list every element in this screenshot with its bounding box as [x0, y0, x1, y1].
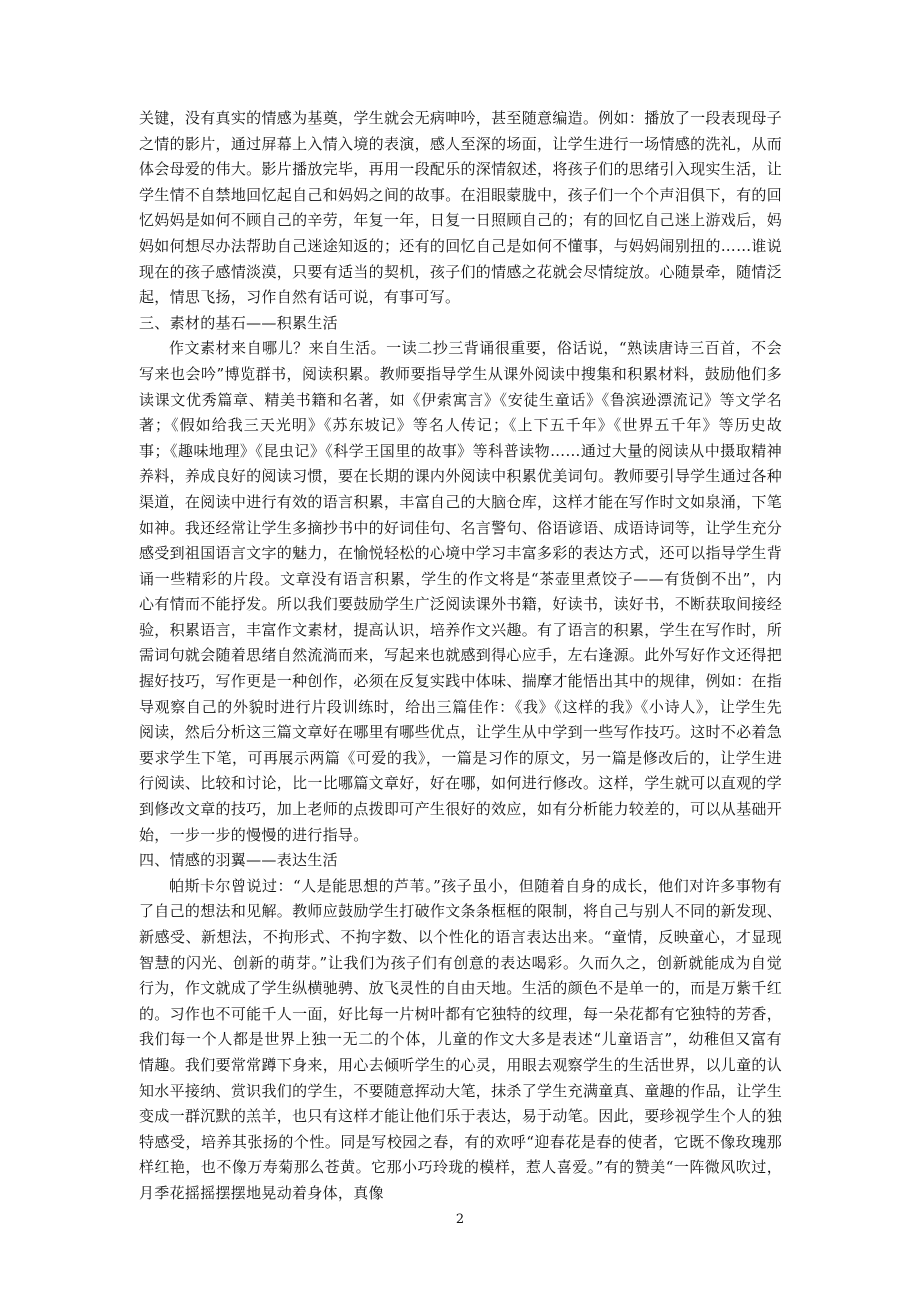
- page-number: 2: [455, 1212, 465, 1227]
- section-heading-3: 三、素材的基石——积累生活: [139, 313, 338, 332]
- paragraph-expression: 帕斯卡尔曾说过：“人是能思想的芦苇。”孩子虽小，但随着自身的成长，他们对许多事物有了自己的想法和见解。教师应鼓励学生打破作文条条框框的限制，将自己与别人不同的新发现、新感受、新想法，不拘形式、不拘字数、以个性化的语言表达出来。“童情，反映童心，才显现智慧的闪光、创新的萌芽。”让我们为孩子们有创意的表达喝彩。久而久之，创新就能成为自觉行为，作文就成了学生纵横驰骋、放飞灵性的自由天地。生活的颜色不是单一的，而是万紫千红的。习作也不可能千人一面，好比每一片树叶都有它独特的纹理，每一朵花都有它独特的芳香，我们每一个人都是世界上独一无二的个体，儿童的作文大多是表述“儿童语言”，幼稚但又富有情趣。我们要常常蹲下身来，用心去倾听学生的心灵，用眼去观察学生的生活世界，以儿童的认知水平接纳、赏识我们的学生，不要随意挥动大笔，抹杀了学生充满童真、童趣的作品，让学生变成一群沉默的羔羊，也只有这样才能让他们乐于表达，易于动笔。因此，要珍视学生个人的独特感受，培养其张扬的个性。同是写校园之春，有的欢呼“迎春花是春的使者，它既不像玫瑰那样红艳，也不像万寿菊那么苍黄。它那小巧玲珑的模样，惹人喜爱。”有的赞美“一阵微风吹过，月季花摇摇摆摆地晃动着身体，真像: [139, 876, 782, 1202]
- document-body: [139, 106, 782, 1207]
- paragraph-emotion-video: 关键，没有真实的情感为基奠，学生就会无病呻吟，甚至随意编造。例如：播放了一段表现母子之情的影片，通过屏幕上入情入境的表演，感人至深的场面，让学生进行一场情感的洗礼，从而体会母爱的伟大。影片播放完毕，再用一段配乐的深情叙述，将孩子们的思绪引入现实生活，让学生情不自禁地回忆起自己和妈妈之间的故事。在泪眼蒙胧中，孩子们一个个声泪俱下，有的回忆妈妈是如何不顾自己的辛劳，年复一年，日复一日照顾自己的；有的回忆自己迷上游戏后，妈妈如何想尽办法帮助自己迷途知返的；还有的回忆自己是如何不懂事，与妈妈闹别扭的……谁说现在的孩子感情淡漠，只要有适当的契机，孩子们的情感之花就会尽情绽放。心随景牵，随情泛起，情思飞扬，习作自然有话可说，有事可写。: [139, 109, 782, 307]
- section-heading-4: 四、情感的羽翼——表达生活: [139, 851, 338, 870]
- paragraph-material-accumulation: 作文素材来自哪儿？来自生活。一读二抄三背诵很重要，俗话说，“熟读唐诗三百首，不会写来也会吟”博览群书，阅读积累。教师要指导学生从课外阅读中搜集和积累材料，鼓励他们多读课文优秀篇章、精美书籍和名著，如《伊索寓言》《安徒生童话》《鲁滨逊漂流记》等文学名著；《假如给我三天光明》《苏东坡记》等名人传记；《上下五千年》《世界五千年》等历史故事；《趣味地理》《昆虫记》《科学王国里的故事》等科普读物……通过大量的阅读从中摄取精神养料，养成良好的阅读习惯，要在长期的课内外阅读中积累优美词句。教师要引导学生通过各种渠道，在阅读中进行有效的语言积累，丰富自己的大脑仓库，这样才能在写作时文如泉涌，下笔如神。我还经常让学生多摘抄书中的好词佳句、名言警句、俗语谚语、成语诗词等，让学生充分感受到祖国语言文字的魅力，在愉悦轻松的心境中学习丰富多彩的表达方式，还可以指导学生背诵一些精彩的片段。文章没有语言积累，学生的作文将是“茶壶里煮饺子——有货倒不出”，内心有情而不能抒发。所以我们要鼓励学生广泛阅读课外书籍，好读书，读好书，不断获取间接经验，积累语言，丰富作文素材，提高认识，培养作文兴趣。有了语言的积累，学生在写作时，所需词句就会随着思绪自然流淌而来，写起来也就感到得心应手，左右逢源。此外写好作文还得把握好技巧，写作更是一种创作，必须在反复实践中体味、揣摩才能悟出其中的规律，例如：在指导观察自己的外貌时进行片段训练时，给出三篇佳作：《我》《这样的我》《小诗人》，让学生先阅读，然后分析这三篇文章好在哪里有哪些优点，让学生从中学到一些写作技巧。这时不必着急要求学生下笔，可再展示两篇《可爱的我》，一篇是习作的原文，另一篇是修改后的，让学生进行阅读、比较和讨论，比一比哪篇文章好，好在哪，如何进行修改。这样，学生就可以直观的学到修改文章的技巧，加上老师的点拨即可产生很好的效应，如有分析能力较差的，可以从基础开始，一步一步的慢慢的进行指导。: [139, 339, 782, 844]
